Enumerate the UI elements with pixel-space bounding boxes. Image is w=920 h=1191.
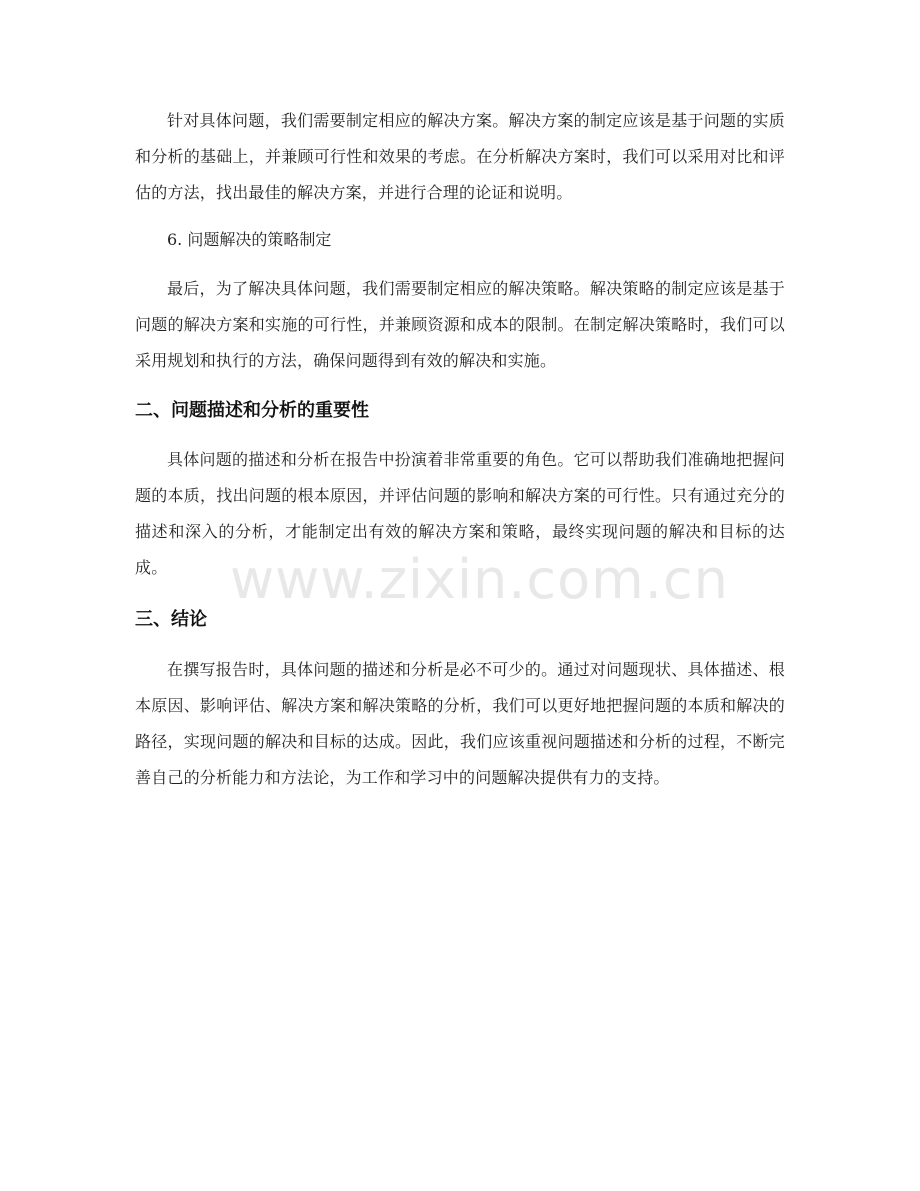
section-heading-importance: 二、问题描述和分析的重要性 — [135, 400, 369, 421]
section-heading-conclusion: 三、结论 — [135, 609, 207, 630]
watermark: www.zixin.com.cn — [230, 548, 729, 611]
subheading-strategy: 6. 问题解决的策略制定 — [167, 230, 332, 249]
paragraph-strategy: 最后，为了解决具体问题，我们需要制定相应的解决策略。解决策略的制定应该是基于问题的解决方案和实施的可行性，并兼顾资源和成本的限制。在制定解决策略时，我们可以采用规划和执行的方法，确保问题得到有效的解决和实施。 — [135, 279, 785, 370]
paragraph-solution: 针对具体问题，我们需要制定相应的解决方案。解决方案的制定应该是基于问题的实质和分析的基础上，并兼顾可行性和效果的考虑。在分析解决方案时，我们可以采用对比和评估的方法，找出最佳的解决方案，并进行合理的论证和说明。 — [135, 111, 785, 202]
paragraph-conclusion: 在撰写报告时，具体问题的描述和分析是必不可少的。通过对问题现状、具体描述、根本原因、影响评估、解决方案和解决策略的分析，我们可以更好地把握问题的本质和解决的路径，实现问题的解决和目标的达成。因此，我们应该重视问题描述和分析的过程，不断完善自己的分析能力和方法论，为工作和学习中的问题解决提供有力的支持。 — [135, 660, 785, 787]
paragraph-importance: 具体问题的描述和分析在报告中扮演着非常重要的角色。它可以帮助我们准确地把握问题的本质，找出问题的根本原因，并评估问题的影响和解决方案的可行性。只有通过充分的描述和深入的分析，才能制定出有效的解决方案和策略，最终实现问题的解决和目标的达成。 — [135, 450, 785, 577]
